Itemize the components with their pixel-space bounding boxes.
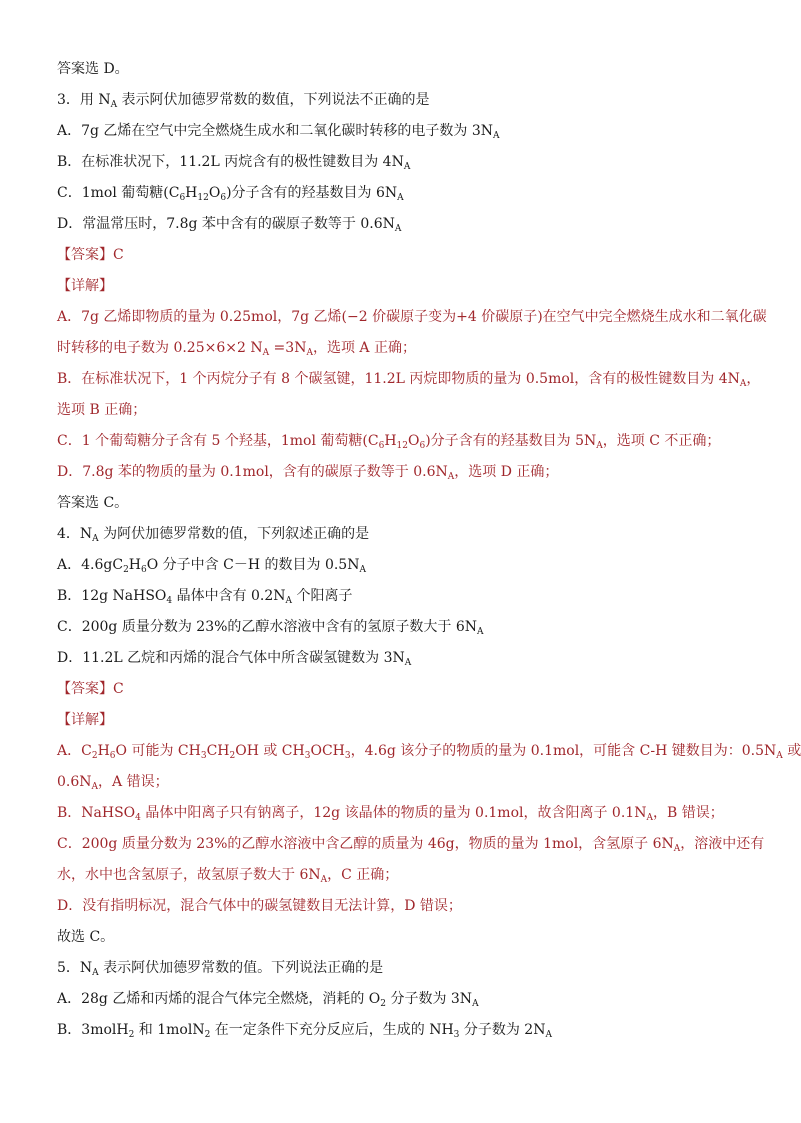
text-line: C．200g 质量分数为 23%的乙醇水溶液中含有的氢原子数大于 $6N_A$ <box>57 619 484 637</box>
text-line: C．1mol 葡萄糖$(C_6H_{12}O_6)$分子含有的羟基数目为 $6N_A$ <box>57 185 404 203</box>
text-line: D．常温常压时，7.8g 苯中含有的碳原子数等于 $0.6N_A$ <box>57 216 402 234</box>
text-line: B．12g NaHSO$_4$ 晶体中含有 $0.2N_A$ 个阳离子 <box>57 588 353 606</box>
text-line: 故选 C。 <box>57 929 115 945</box>
text-line: B．在标准状况下，1 个丙烷分子有 8 个碳氢键，11.2L 丙烷即物质的量为 0.5mol，含有的极性键数目为 $4N_A$， <box>57 371 761 389</box>
text-line: 3．用 $N_A$ 表示阿伏加德罗常数的数值，下列说法不正确的是 <box>57 92 430 110</box>
text-line: 4．$N_A$ 为阿伏加德罗常数的值，下列叙述正确的是 <box>57 526 370 544</box>
text-line: C．200g 质量分数为 23%的乙醇水溶液中含乙醇的质量为 46g，物质的量为 1mol，含氢原子 $6N_A$，溶液中还有 <box>57 836 765 854</box>
text-line: D．7.8g 苯的物质的量为 0.1mol，含有的碳原子数等于 $0.6N_A$，选项 D 正确； <box>57 464 559 482</box>
text-line: B．3molH$_2$ 和 1molN$_2$ 在一定条件下充分反应后，生成的 $NH_3$ 分子数为 $2N_A$ <box>57 1022 552 1040</box>
text-line: D．没有指明标况，混合气体中的碳氢键数目无法计算，D 错误； <box>57 898 462 914</box>
text-line: $0.6N_A$，A 错误； <box>57 774 169 792</box>
text-line: 答案选 D。 <box>57 61 129 77</box>
text-line: 【答案】C <box>57 247 124 263</box>
text-line: 水，水中也含氢原子，故氢原子数大于 $6N_A$，C 正确； <box>57 867 399 885</box>
text-line: 5．$N_A$ 表示阿伏加德罗常数的值。下列说法正确的是 <box>57 960 384 978</box>
text-line: A．$4.6gC_2H_6O$ 分子中含 C－H 的数目为 $0.5N_A$ <box>57 557 366 575</box>
text-line: 【详解】 <box>57 712 113 728</box>
text-line: 选项 B 正确； <box>57 402 147 418</box>
text-line: A．28g 乙烯和丙烯的混合气体完全燃烧，消耗的 $O_2$ 分子数为 $3N_A$ <box>57 991 479 1009</box>
text-line: C．1 个葡萄糖分子含有 5 个羟基，1mol 葡萄糖$(C_6H_{12}O_6)$分子含有的羟基数目为 $5N_A$，选项 C 不正确； <box>57 433 721 451</box>
document-body <box>57 58 801 1050</box>
text-line: D．11.2L 乙烷和丙烯的混合气体中所含碳氢键数为 $3N_A$ <box>57 650 412 668</box>
text-line: B．NaHSO$_4$ 晶体中阳离子只有钠离子，12g 该晶体的物质的量为 0.1mol，故含阳离子 $0.1N_A$，B 错误； <box>57 805 724 823</box>
text-line: 【详解】 <box>57 278 113 294</box>
text-line: 答案选 C。 <box>57 495 129 511</box>
text-line: 时转移的电子数为 0.25×6×2 $N_A =3N_A$，选项 A 正确； <box>57 340 416 358</box>
text-line: A．7g 乙烯即物质的量为 0.25mol，7g 乙烯(−2 价碳原子变为+4 价碳原子)在空气中完全燃烧生成水和二氧化碳 <box>57 309 767 325</box>
text-line: 【答案】C <box>57 681 124 697</box>
text-line: B．在标准状况下，11.2L 丙烷含有的极性键数目为 $4N_A$ <box>57 154 411 172</box>
document-page <box>57 58 801 1050</box>
text-line: A．$C_2H_6O$ 可能为 $CH_3CH_2OH$ 或 $CH_3OCH_3$，4.6g 该分子的物质的量为 0.1mol，可能含 C-H 键数目为：$0.5N_A$ 或 <box>57 743 801 761</box>
text-line: A．7g 乙烯在空气中完全燃烧生成水和二氧化碳时转移的电子数为 $3N_A$ <box>57 123 500 141</box>
